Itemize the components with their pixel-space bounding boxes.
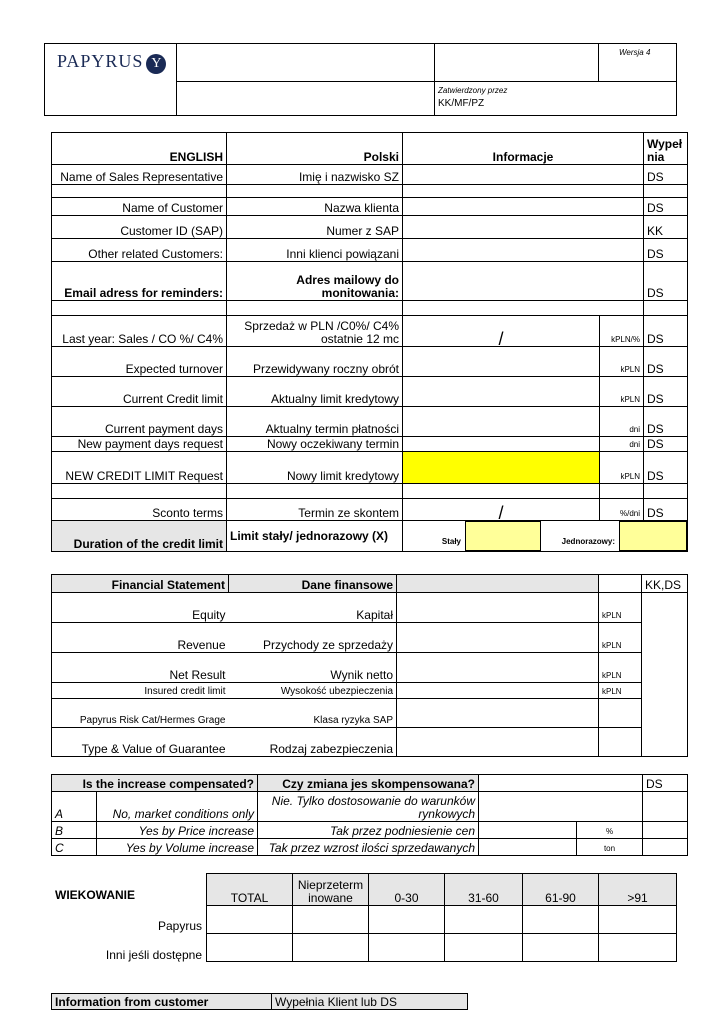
row-pl: Nowy oczekiwany termin [227, 437, 403, 452]
col-english-header: ENGLISH [52, 133, 227, 165]
aging-col-61-90: 61-90 [523, 874, 599, 906]
fin-row-unit: kPLN [599, 683, 642, 699]
info-value: Wypełnia Klient lub DS [272, 994, 468, 1010]
row-info-field[interactable] [403, 198, 644, 216]
fin-row-field[interactable] [397, 699, 599, 728]
row-fill: DS [644, 437, 688, 452]
fin-row-pl: Klasa ryzyka SAP [229, 699, 397, 728]
row-fill: DS [644, 239, 688, 262]
aging-cell[interactable] [599, 906, 677, 934]
row-fill: DS [644, 198, 688, 216]
logo-mark-icon: Y [146, 54, 166, 74]
comp-field[interactable] [479, 792, 643, 822]
comp-header-en: Is the increase compensated? [52, 775, 258, 792]
logo-text: PAPYRUS [57, 51, 144, 72]
fin-row-field[interactable] [397, 653, 599, 683]
fin-row-pl: Kapitał [229, 593, 397, 623]
row-info-field[interactable] [403, 165, 644, 185]
fin-row-unit: kPLN [599, 593, 642, 623]
comp-pl: Nie. Tylko dostosowanie do warunków rynkowych [258, 792, 479, 822]
row-info-field[interactable] [403, 239, 644, 262]
duration-en: Duration of the credit limit [52, 521, 227, 552]
row-info-field[interactable] [403, 377, 600, 407]
row-en: Other related Customers: [52, 239, 227, 262]
fin-row-unit [599, 699, 642, 728]
row-fill: DS [644, 452, 688, 484]
fin-row-pl: Wysokość ubezpieczenia [229, 683, 397, 699]
row-unit: kPLN [600, 347, 644, 377]
aging-cell[interactable] [369, 934, 445, 962]
fin-row-field[interactable] [397, 683, 599, 699]
comp-en: Yes by Volume increase [97, 839, 258, 856]
row-unit: kPLN/% [600, 316, 644, 347]
aging-col-31-60: 31-60 [445, 874, 523, 906]
fin-row-pl: Rodzaj zabezpieczenia [229, 728, 397, 757]
fin-row-en: Net Result [52, 653, 229, 683]
col-info-header: Informacje [403, 133, 644, 165]
aging-cell[interactable] [369, 906, 445, 934]
aging-col-91: >91 [599, 874, 677, 906]
row-pl: Termin ze skontem [227, 499, 403, 521]
fin-row-pl: Wynik netto [229, 653, 397, 683]
aging-col-total: TOTAL [207, 874, 293, 906]
comp-letter: B [52, 822, 97, 839]
row-fill: DS [644, 262, 688, 301]
aging-cell[interactable] [207, 906, 293, 934]
row-en: Sconto terms [52, 499, 227, 521]
row-fill: DS [644, 499, 688, 521]
fin-row-en: Equity [52, 593, 229, 623]
fin-header-fill: KK,DS [642, 575, 688, 593]
main-table [51, 132, 688, 552]
fin-fill-cell[interactable] [642, 593, 688, 757]
fin-header-pl: Dane finansowe [229, 575, 397, 593]
row-info-field[interactable] [403, 437, 600, 452]
row-fill: DS [644, 316, 688, 347]
row-en: Last year: Sales / CO %/ C4% [52, 316, 227, 347]
row-pl: Imię i nazwisko SZ [227, 165, 403, 185]
row-info-field[interactable]: / [403, 316, 600, 347]
staly-label: Stały [441, 537, 461, 546]
aging-cell[interactable] [599, 934, 677, 962]
row-info-field[interactable] [403, 216, 644, 239]
fin-row-pl: Przychody ze sprzedaży [229, 623, 397, 653]
staly-field[interactable] [465, 521, 541, 551]
comp-pl: Tak przez wzrost ilości sprzedawanych [258, 839, 479, 856]
comp-pl: Tak przez podniesienie cen [258, 822, 479, 839]
row-pl: Nazwa klienta [227, 198, 403, 216]
aging-table [206, 873, 677, 962]
jednorazowy-label: Jednorazowy: [561, 537, 615, 546]
row-pl: Sprzedaż w PLN /C0%/ C4% ostatnie 12 mc [227, 316, 403, 347]
logo-cell [45, 44, 177, 116]
approved-label: Zatwierdzony przez [438, 86, 508, 95]
row-en: Name of Customer [52, 198, 227, 216]
fin-row-en: Type & Value of Guarantee [52, 728, 229, 757]
row-en: Current payment days [52, 407, 227, 437]
row-unit: dni [600, 437, 644, 452]
fin-header-en: Financial Statement [52, 575, 229, 593]
version-label: Wersja 4 [599, 44, 677, 82]
row-en: Email adress for reminders: [52, 262, 227, 301]
aging-col-0-30: 0-30 [369, 874, 445, 906]
row-unit: dni [600, 407, 644, 437]
fin-row-field[interactable] [397, 623, 599, 653]
approved-value: KK/MF/PZ [438, 98, 485, 109]
jednorazowy-field[interactable] [619, 521, 687, 551]
aging-cell[interactable] [293, 934, 369, 962]
info-from-customer-table [51, 993, 468, 1010]
aging-cell[interactable] [445, 906, 523, 934]
header-blank-2[interactable] [435, 44, 599, 82]
row-unit: %/dni [600, 499, 644, 521]
row-info-field[interactable] [403, 407, 600, 437]
row-en: New payment days request [52, 437, 227, 452]
comp-fill[interactable] [643, 839, 688, 856]
row-en: Name of Sales Representative [52, 165, 227, 185]
header-table [44, 43, 677, 116]
aging-row-label: Papyrus [157, 919, 202, 933]
fin-row-field[interactable] [397, 728, 599, 757]
header-blank-1[interactable] [177, 44, 435, 82]
row-pl: Aktualny termin płatności [227, 407, 403, 437]
comp-unit: % [577, 822, 643, 839]
comp-unit: ton [577, 839, 643, 856]
comp-field[interactable] [479, 822, 577, 839]
col-polski-header: Polski [227, 133, 403, 165]
aging-row-label: Inni jeśli dostępne [105, 948, 202, 962]
fin-row-unit [599, 728, 642, 757]
comp-letter: C [52, 839, 97, 856]
comp-en: Yes by Price increase [97, 822, 258, 839]
aging-cell[interactable] [207, 934, 293, 962]
aging-cell[interactable] [523, 934, 599, 962]
row-fill: KK [644, 216, 688, 239]
row-fill: DS [644, 377, 688, 407]
row-en: Expected turnover [52, 347, 227, 377]
aging-col-current: Nieprzeterm inowane [293, 874, 369, 906]
row-en: NEW CREDIT LIMIT Request [52, 452, 227, 484]
approved-cell [435, 82, 677, 116]
row-en: Customer ID (SAP) [52, 216, 227, 239]
info-label: Information from customer [52, 994, 272, 1010]
row-unit: kPLN [600, 452, 644, 484]
row-pl: Numer z SAP [227, 216, 403, 239]
header-blank-3[interactable] [177, 82, 435, 116]
row-fill: DS [644, 165, 688, 185]
row-pl: Aktualny limit kredytowy [227, 377, 403, 407]
comp-field[interactable] [479, 839, 577, 856]
row-fill: DS [644, 407, 688, 437]
new-credit-limit-field[interactable] [403, 452, 600, 484]
fin-row-unit: kPLN [599, 623, 642, 653]
comp-header-fill: DS [643, 775, 688, 792]
comp-fill[interactable] [643, 822, 688, 839]
row-info-field[interactable] [403, 262, 644, 301]
col-fill-header: Wypeł nia [644, 133, 688, 165]
aging-title: WIEKOWANIE [55, 888, 135, 902]
fin-row-field[interactable] [397, 593, 599, 623]
row-en: Current Credit limit [52, 377, 227, 407]
fin-row-en: Revenue [52, 623, 229, 653]
aging-cell[interactable] [293, 906, 369, 934]
comp-en: No, market conditions only [97, 792, 258, 822]
fin-row-en: Papyrus Risk Cat/Hermes Grage [52, 699, 229, 728]
fin-row-en: Insured credit limit [52, 683, 229, 699]
duration-pl: Limit stały/ jednorazowy (X) [227, 521, 403, 552]
row-pl: Przewidywany roczny obrót [227, 347, 403, 377]
comp-header-pl: Czy zmiana jes skompensowana? [258, 775, 479, 792]
aging-cell[interactable] [523, 906, 599, 934]
row-pl: Inni klienci powiązani [227, 239, 403, 262]
row-pl: Nowy limit kredytowy [227, 452, 403, 484]
row-info-field[interactable]: / [403, 499, 600, 521]
comp-fill[interactable] [643, 792, 688, 822]
fin-row-unit: kPLN [599, 653, 642, 683]
row-info-field[interactable] [403, 347, 600, 377]
row-unit: kPLN [600, 377, 644, 407]
aging-cell[interactable] [445, 934, 523, 962]
comp-letter: A [52, 792, 97, 822]
financial-table [51, 574, 688, 757]
compensation-table [51, 774, 688, 856]
row-pl: Adres mailowy do monitowania: [227, 262, 403, 301]
duration-choice-cell [403, 521, 688, 552]
row-fill: DS [644, 347, 688, 377]
